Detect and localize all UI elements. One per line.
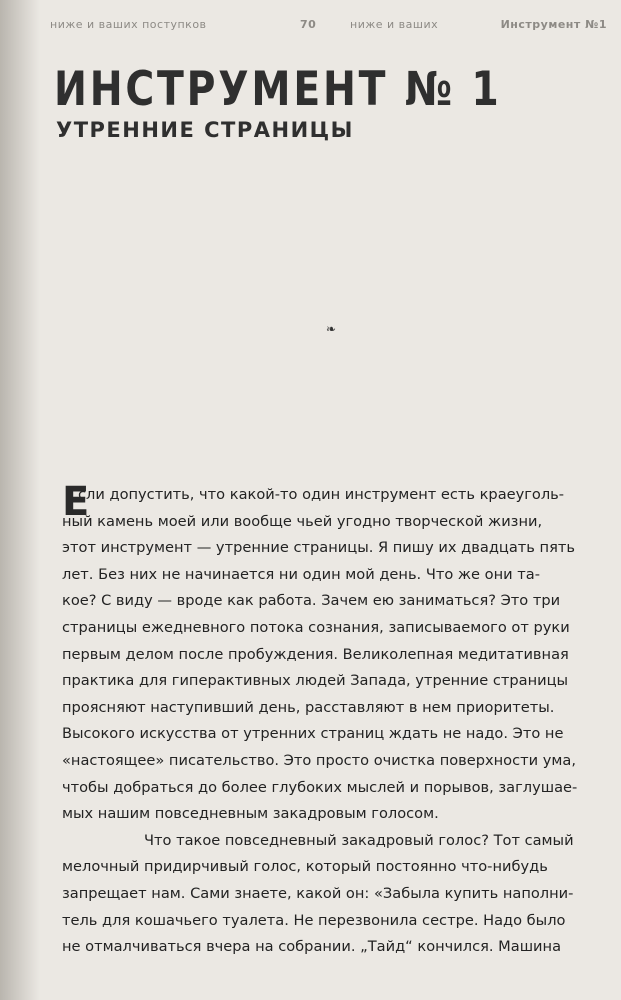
text-line: проясняют наступивший день, расставляют в нем приоритеты. — [62, 698, 555, 716]
page-gutter-shadow — [0, 0, 40, 1000]
text-line: Что такое повседневный закадровый голос? Тот самый — [144, 831, 574, 849]
text-line: чтобы добраться до более глубоких мыслей и порывов, заглушае- — [62, 778, 578, 796]
text-line: мелочный придирчивый голос, который постоянно что-нибудь — [62, 858, 548, 876]
text-line: страницы ежедневного потока сознания, записываемого от руки — [62, 618, 570, 636]
paragraph-1 — [62, 479, 607, 828]
running-header — [50, 14, 607, 36]
chapter-title: ИНСТРУМЕНТ № 1 — [54, 62, 502, 117]
text-line: этот инструмент — утренние страницы. Я пишу их двадцать пять — [62, 539, 575, 557]
paragraph-2 — [62, 828, 607, 961]
header-left-text: ниже и ваших поступков — [50, 18, 207, 31]
text-line: практика для гиперактивных людей Запада, утренние страницы — [62, 672, 569, 690]
text-line: первым делом после пробуждения. Великолепная медитативная — [62, 645, 569, 663]
text-line: не отмалчиваться вчера на собрании. „Тайд“ кончился. Машина — [62, 938, 562, 956]
text-line: мых нашим повседневным закадровым голосом. — [62, 805, 439, 823]
text-line: «настоящее» писательство. Это просто очистка поверхности ума, — [62, 751, 576, 769]
text-line: лет. Без них не начинается ни один мой день. Что же они та- — [62, 565, 540, 583]
text-line: ный камень моей или вообще чьей угодно творческой жизни, — [62, 512, 543, 530]
text-line: тель для кошачьего туалета. Не перезвонила сестре. Надо было — [62, 911, 566, 929]
body-text — [62, 479, 607, 961]
header-mid-text: ниже и ваших — [350, 18, 439, 31]
text-line: Высокого искусства от утренних страниц ждать не надо. Это не — [62, 725, 564, 743]
header-page-number: 70 — [300, 18, 317, 31]
show-through-text — [60, 85, 615, 484]
text-line: сли допустить, что какой-то один инструмент есть краеуголь- — [78, 486, 565, 503]
drop-cap: Е — [62, 479, 90, 525]
chapter-heading — [54, 64, 535, 142]
header-right-text: Инструмент №1 — [500, 18, 607, 31]
text-line: кое? С виду — вроде как работа. Зачем ею заниматься? Это три — [62, 592, 561, 610]
chapter-subtitle: УТРЕННИЕ СТРАНИЦЫ — [56, 118, 354, 142]
fleuron-icon: ❧ — [326, 322, 337, 336]
text-line: запрещает нам. Сами знаете, какой он: «Забыла купить наполни- — [62, 884, 574, 902]
